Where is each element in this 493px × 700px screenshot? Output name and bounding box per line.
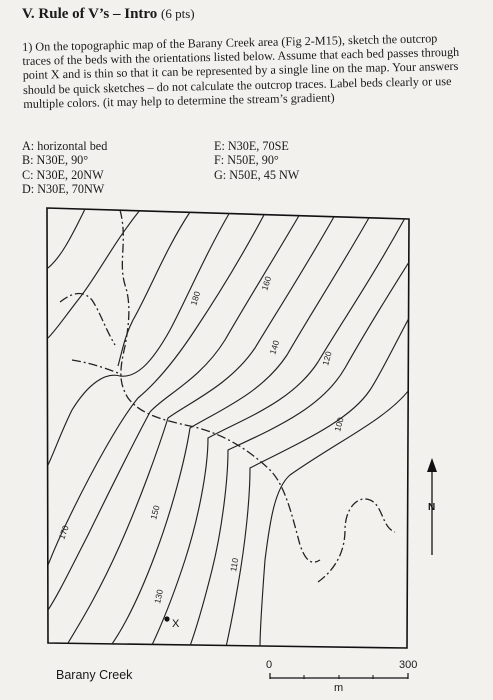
contour-line — [48, 210, 140, 338]
bed-d: D: N30E, 70NW — [22, 182, 105, 197]
contour-labels — [56, 275, 345, 605]
contour-label: 100 — [332, 416, 346, 433]
scale-end-label: 300 — [399, 659, 418, 671]
contour-label: 130 — [152, 588, 165, 605]
point-x — [164, 616, 180, 630]
contour-label: 170 — [56, 523, 71, 541]
contour-label: 110 — [228, 557, 241, 573]
section-heading-text: V. Rule of V’s – Intro — [22, 6, 158, 22]
contour-label: 120 — [320, 350, 334, 367]
contour-line — [48, 212, 230, 465]
point-x-label: X — [172, 618, 180, 630]
bed-b: B: N30E, 90° — [22, 153, 89, 168]
contour-line — [48, 214, 300, 610]
contour-line — [48, 209, 85, 268]
contour-line — [118, 212, 190, 366]
scale-bar — [270, 673, 408, 679]
creek-tributary — [60, 294, 115, 346]
question-text: 1) On the topographic map of the Barany Creek area (Fig 2-M15), sketch the outcrop traces of the beds with the orientations listed below. Assume that each bed passes through point X and is thin so that it can be represented by a single line on the map. Your answers should be quick sketches – do not calculate the outcrop traces. Label beds clearly or use multiple colors. (it may help to determine the stream’s gradient) — [22, 31, 460, 111]
point-x-marker — [164, 616, 169, 621]
creek-streams — [60, 210, 395, 582]
north-label: N — [428, 502, 436, 513]
creek-tributary — [318, 499, 395, 582]
north-arrow — [427, 458, 437, 555]
bed-a: A: horizontal bed — [22, 139, 108, 153]
contour-label: 180 — [188, 290, 203, 307]
north-arrow-head — [427, 458, 437, 472]
bed-g: G: N50E, 45 NW — [214, 167, 300, 182]
bed-c: C: N30E, 20NW — [22, 167, 104, 182]
map-caption: Barany Creek — [56, 668, 133, 682]
contour-label: 140 — [267, 339, 282, 356]
section-points: (6 pts) — [161, 6, 195, 21]
contour-lines — [48, 209, 409, 647]
scale-unit-label: m — [334, 682, 344, 694]
scale-start-label: 0 — [266, 659, 273, 671]
bed-e: E: N30E, 70SE — [214, 139, 289, 153]
creek-tributary — [72, 360, 118, 373]
contour-label: 150 — [148, 504, 162, 521]
bed-f: F: N50E, 90° — [214, 153, 279, 168]
contour-line — [190, 262, 409, 646]
contour-line — [226, 318, 409, 647]
contour-label: 160 — [259, 275, 274, 292]
